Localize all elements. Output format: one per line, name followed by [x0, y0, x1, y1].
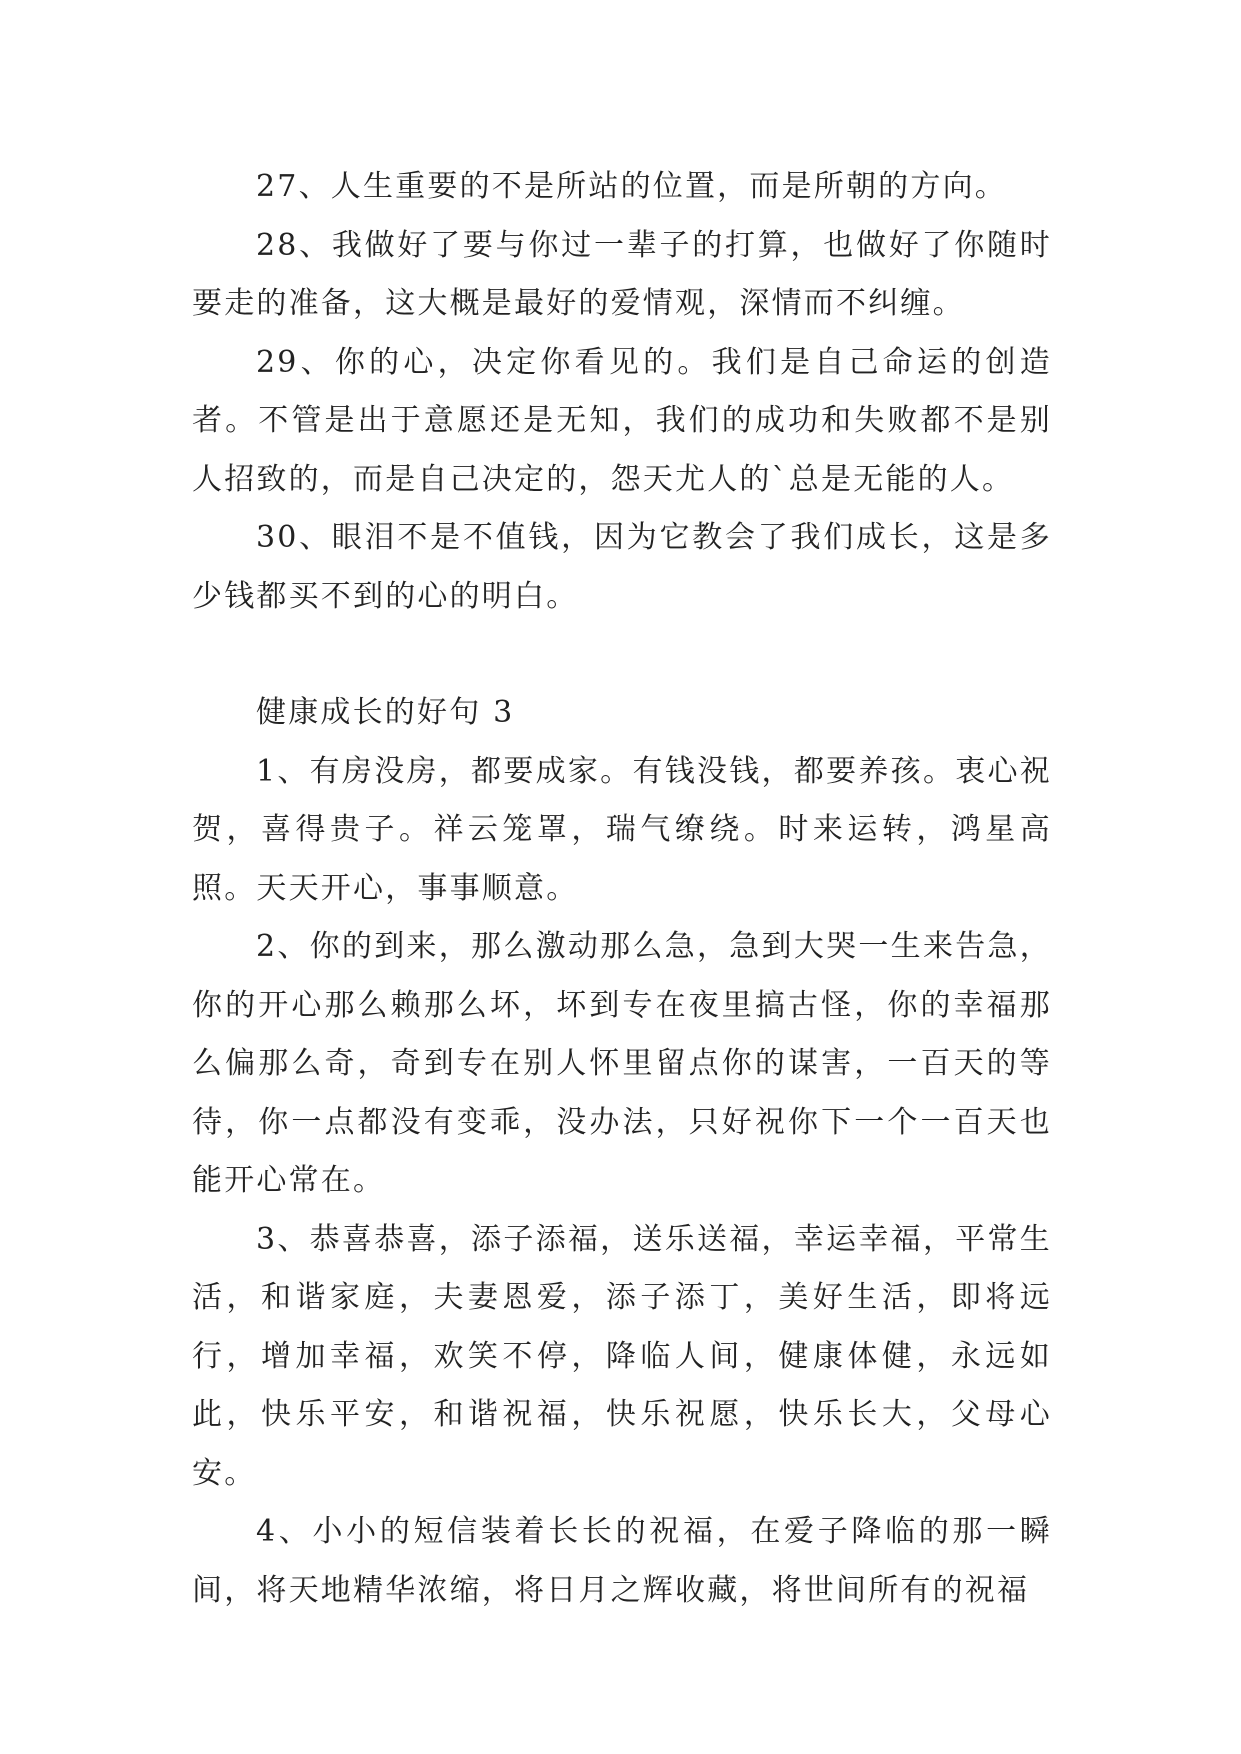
paragraph-2: 2、你的到来，那么激动那么急，急到大哭一生来告急，你的开心那么赖那么坏，坏到专在夜里搞古怪，你的幸福那么偏那么奇，奇到专在别人怀里留点你的谋害，一百天的等待，你一点都没有变乖，没办法，只好祝你下一个一百天也能开心常在。 [192, 929, 1052, 1198]
document-body [192, 158, 1052, 1620]
paragraph-29: 29、你的心，决定你看见的。我们是自己命运的创造者。不管是出于意愿还是无知，我们的成功和失败都不是别人招致的，而是自己决定的，怨天尤人的`总是无能的人。 [192, 344, 1052, 497]
paragraph-3: 3、恭喜恭喜，添子添福，送乐送福，幸运幸福，平常生活，和谐家庭，夫妻恩爱，添子添丁，美好生活，即将远行，增加幸福，欢笑不停，降临人间，健康体健，永远如此，快乐平安，和谐祝福，快乐祝愿，快乐长大，父母心安。 [192, 1221, 1052, 1491]
section-title: 健康成长的好句 3 [256, 695, 515, 730]
paragraph-27: 27、人生重要的不是所站的位置，而是所朝的方向。 [256, 169, 1007, 204]
paragraph-30: 30、眼泪不是不值钱，因为它教会了我们成长，这是多少钱都买不到的心的明白。 [192, 520, 1052, 614]
paragraph-28: 28、我做好了要与你过一辈子的打算，也做好了你随时要走的准备，这大概是最好的爱情观，深情而不纠缠。 [192, 227, 1052, 321]
paragraph-4: 4、小小的短信装着长长的祝福，在爱子降临的那一瞬间，将天地精华浓缩，将日月之辉收藏，将世间所有的祝福 [192, 1514, 1052, 1608]
paragraph-1: 1、有房没房，都要成家。有钱没钱，都要养孩。衷心祝贺，喜得贵子。祥云笼罩，瑞气缭绕。时来运转，鸿星高照。天天开心，事事顺意。 [192, 753, 1052, 906]
